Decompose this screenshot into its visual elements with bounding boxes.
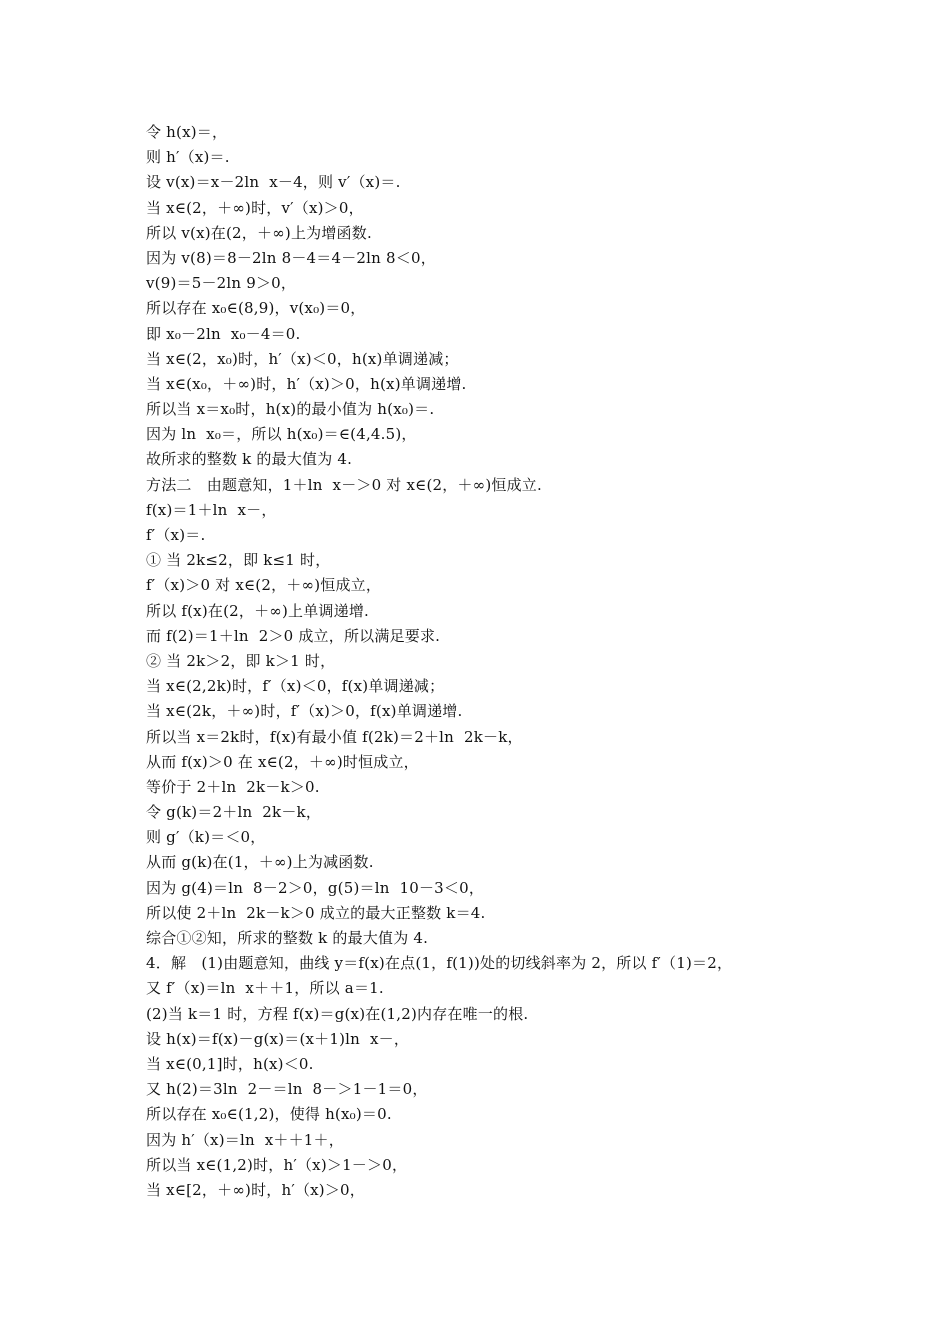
text-line: 等价于 2＋ln 2k－k＞0. [146, 777, 320, 796]
text-line: 因为 ln x₀＝，所以 h(x₀)＝∈(4,4.5)， [146, 425, 417, 444]
text-line: 则 g′（k)＝＜0， [146, 828, 266, 847]
text-line: 所以存在 x₀∈(8,9)，v(x₀)＝0， [146, 299, 366, 318]
text-line: 设 h(x)＝f(x)－g(x)＝(x＋1)ln x－， [146, 1029, 410, 1048]
text-line: 所以当 x∈(1,2)时，h′（x)＞1－＞0， [146, 1155, 408, 1174]
text-line: ① 当 2k≤2，即 k≤1 时， [146, 551, 331, 570]
text-line: 当 x∈(2k，＋∞)时，f′（x)＞0，f(x)单调递增. [146, 702, 463, 721]
text-line: (2)当 k＝1 时，方程 f(x)＝g(x)在(1,2)内存在唯一的根. [146, 1004, 529, 1023]
text-line: 4．解 (1)由题意知，曲线 y＝f(x)在点(1，f(1))处的切线斜率为 2，所以 f′（1)＝2， [146, 954, 733, 973]
text-line: f′（x)＝. [146, 526, 206, 544]
text-line: 因为 h′（x)＝ln x＋＋1＋， [146, 1130, 344, 1149]
text-line: 即 x₀－2ln x₀－4＝0. [146, 324, 301, 343]
document-body [146, 120, 846, 1203]
text-line: v(9)＝5－2ln 9＞0， [146, 274, 297, 293]
text-line: 而 f(2)＝1＋ln 2＞0 成立，所以满足要求. [146, 626, 441, 645]
text-line: 所以使 2＋ln 2k－k＞0 成立的最大正整数 k＝4. [146, 903, 486, 922]
text-line: 因为 v(8)＝8－2ln 8－4＝4－2ln 8＜0， [146, 248, 436, 267]
text-line: 则 h′（x)＝. [146, 148, 230, 167]
text-line: 从而 f(x)＞0 在 x∈(2，＋∞)时恒成立， [146, 752, 419, 771]
text-line: 综合①②知，所求的整数 k 的最大值为 4. [146, 929, 429, 947]
text-line: 设 v(x)＝x－2ln x－4，则 v′（x)＝. [146, 173, 401, 192]
text-line: 方法二 由题意知，1＋ln x－＞0 对 x∈(2，＋∞)恒成立. [146, 475, 542, 494]
text-line: 当 x∈[2，＋∞)时，h′（x)＞0， [146, 1180, 365, 1199]
text-line: 所以存在 x₀∈(1,2)，使得 h(x₀)＝0. [146, 1105, 392, 1124]
text-line: 从而 g(k)在(1，＋∞)上为减函数. [146, 853, 374, 872]
text-line: 因为 g(4)＝ln 8－2＞0，g(5)＝ln 10－3＜0， [146, 878, 485, 897]
text-line: f(x)＝1＋ln x－， [146, 500, 277, 519]
text-line: 当 x∈(2,2k)时，f′（x)＜0，f(x)单调递减； [146, 677, 445, 696]
text-line: 当 x∈(0,1]时，h(x)＜0. [146, 1054, 314, 1073]
text-line: 令 g(k)＝2＋ln 2k－k， [146, 803, 322, 822]
text-line: ② 当 2k＞2，即 k＞1 时， [146, 651, 336, 670]
text-line: 所以 f(x)在(2，＋∞)上单调递增. [146, 601, 369, 620]
text-line: f′（x)＞0 对 x∈(2，＋∞)恒成立， [146, 576, 382, 595]
text-line: 故所求的整数 k 的最大值为 4. [146, 450, 353, 469]
text-line: 又 f′（x)＝ln x＋＋1，所以 a＝1. [146, 979, 384, 998]
text-line: 所以当 x＝2k时，f(x)有最小值 f(2k)＝2＋ln 2k－k， [146, 727, 523, 746]
text-line: 所以当 x＝x₀时，h(x)的最小值为 h(x₀)＝. [146, 400, 435, 419]
text-line: 当 x∈(2，x₀)时，h′（x)＜0，h(x)单调递减； [146, 349, 459, 368]
text-line: 当 x∈(x₀，＋∞)时，h′（x)＞0，h(x)单调递增. [146, 374, 467, 393]
text-line: 所以 v(x)在(2，＋∞)上为增函数. [146, 223, 372, 242]
text-line: 令 h(x)＝， [146, 123, 228, 141]
text-line: 当 x∈(2，＋∞)时，v′（x)＞0， [146, 198, 364, 217]
text-line: 又 h(2)＝3ln 2－＝ln 8－＞1－1＝0， [146, 1080, 428, 1099]
